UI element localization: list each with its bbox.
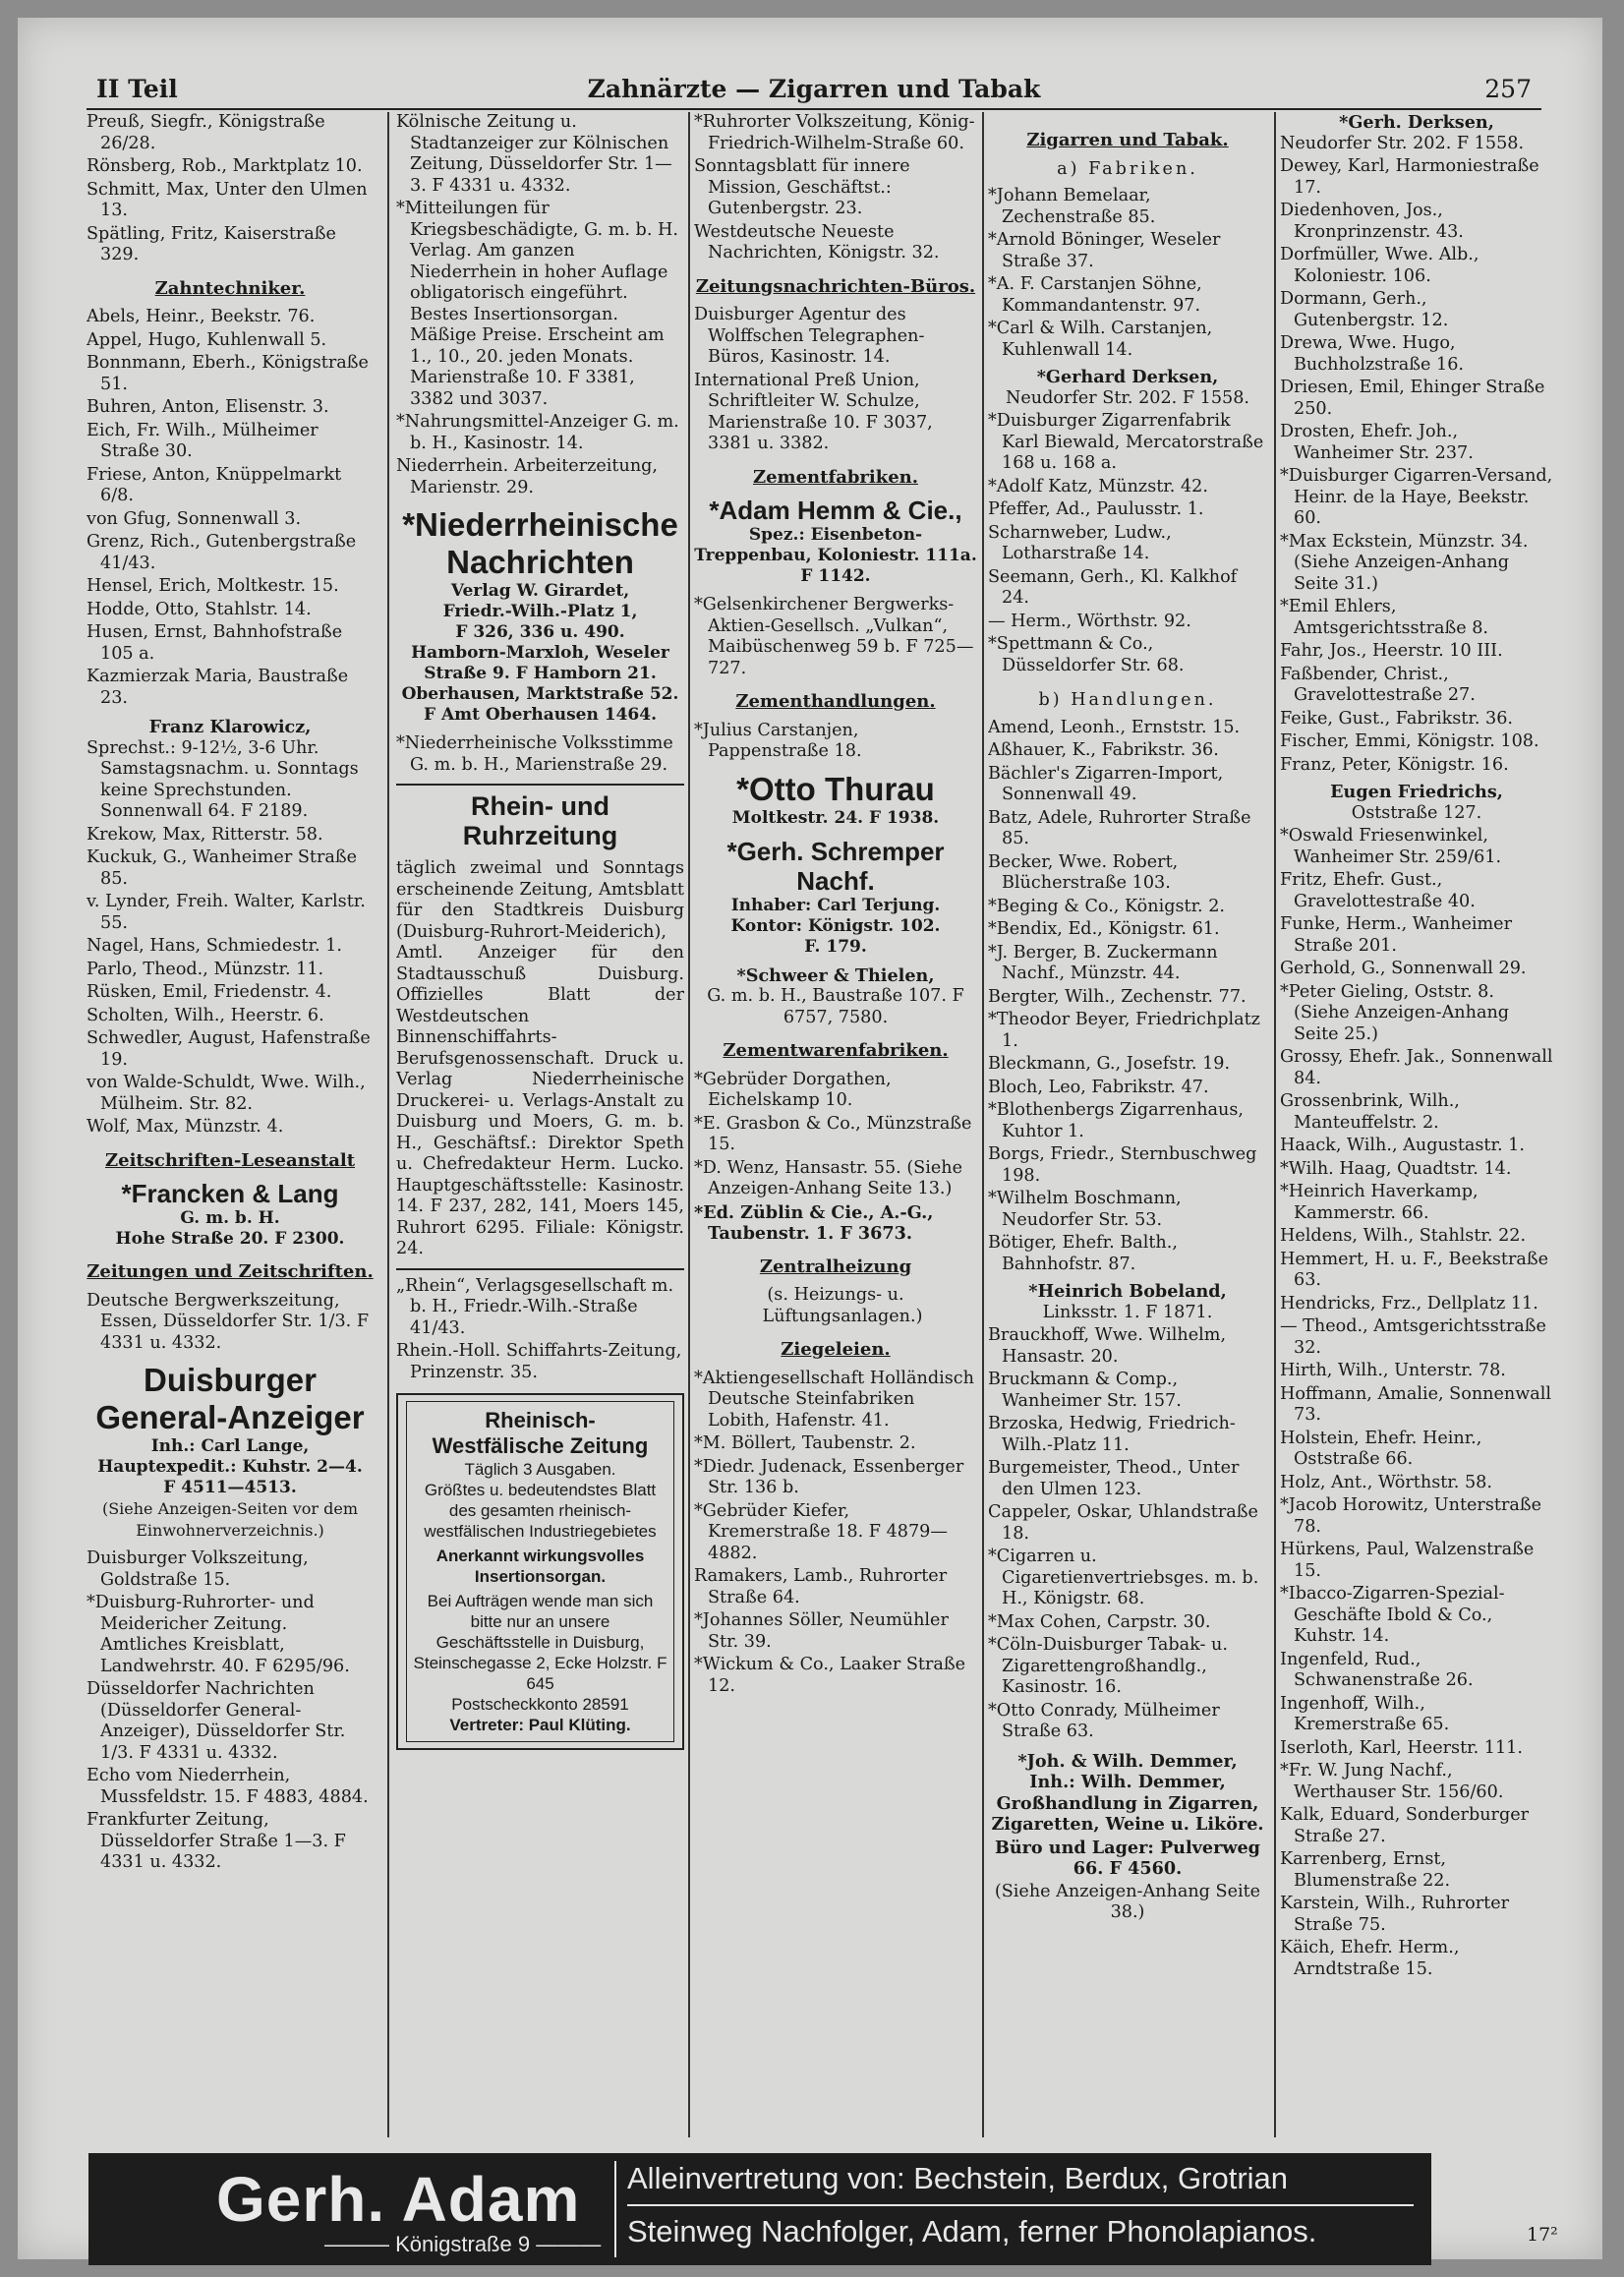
advert-line: Täglich 3 Ausgaben. — [464, 1460, 616, 1479]
directory-entry: Kuckuk, G., Wanheimer Straße 85. — [87, 847, 358, 889]
directory-entry: Buhren, Anton, Elisenstr. 3. — [87, 397, 329, 417]
directory-entry: Fischer, Emmi, Königstr. 108. — [1280, 731, 1539, 751]
directory-entry: *Ruhrorter Volkszeitung, König-Friedrich-Wilhelm-Straße 60. — [694, 112, 975, 153]
advert-line: Postscheckkonto 28591 — [451, 1695, 629, 1714]
advert-title: *Gerh. Schremper Nachf. — [726, 836, 945, 896]
advert-line: F 326, 336 u. 490. — [455, 622, 625, 642]
directory-entry: *Duisburger Cigarren-Versand, Heinr. de la Haye, Beekstr. 60. — [1280, 466, 1553, 528]
directory-entry: Grenz, Rich., Gutenbergstraße 41/43. — [87, 532, 357, 573]
directory-entry: Hendricks, Frz., Dellplatz 11. — [1280, 1293, 1538, 1314]
directory-entry: Scharnweber, Ludw., Lotharstraße 14. — [988, 522, 1172, 563]
entry-list — [694, 1070, 977, 1200]
directory-entry: Becker, Wwe. Robert, Blücherstraße 103. — [988, 851, 1179, 893]
advert-title: Rhein- und Ruhrzeitung — [462, 791, 618, 850]
advert-line: Inh.: Carl Lange, — [150, 1436, 310, 1456]
directory-entry: *Diedr. Judenack, Essenberger Str. 136 b. — [694, 1456, 964, 1497]
entry-list — [396, 1268, 684, 1384]
advert-line: Verlag W. Girardet, — [450, 581, 630, 601]
directory-entry: *Nahrungsmittel-Anzeiger G. m. b. H., Kasinostr. 14. — [396, 412, 679, 453]
directory-entry: Abels, Heinr., Beekstr. 76. — [87, 307, 316, 326]
advert-title: Westfälische Zeitung — [432, 1433, 649, 1458]
directory-entry: Kalk, Eduard, Sonderburger Straße 27. — [1280, 1805, 1530, 1846]
advert-rhein-ruhr — [396, 784, 684, 850]
column-4 — [988, 112, 1267, 2147]
advert-line: Bei Aufträgen wende man sich bitte nur an unsere Geschäftsstelle in Duisburg, Steinschegasse 2, Ecke Holzstr. F 645 — [413, 1592, 667, 1693]
directory-entry: Fahr, Jos., Heerstr. 10 III. — [1280, 641, 1503, 661]
directory-entry: *Spettmann & Co., Düsseldorfer Str. 68. — [988, 634, 1185, 675]
advert-line: (Siehe Anzeigen-Seiten vor dem Einwohnerverzeichnis.) — [101, 1499, 359, 1540]
directory-entry: Karrenberg, Ernst, Blumenstraße 22. — [1280, 1849, 1451, 1891]
advert-line: Hohe Straße 20. F 2300. — [115, 1229, 345, 1249]
newspaper-page — [18, 18, 1602, 2259]
directory-entry: Drewa, Wwe. Hugo, Buchholzstraße 16. — [1280, 333, 1464, 375]
directory-entry: *Carl & Wilh. Carstanjen, Kuhlenwall 14. — [988, 319, 1213, 360]
directory-entry: Hensel, Erich, Moltkestr. 15. — [87, 576, 339, 596]
directory-entry: Schwedler, August, Hafenstraße 19. — [87, 1028, 371, 1070]
directory-entry: Rüsken, Emil, Friedenstr. 4. — [87, 982, 332, 1002]
directory-entry: *Blothenbergs Zigarrenhaus, Kuhtor 1. — [988, 1100, 1244, 1141]
advert-title: *Otto Thurau — [736, 770, 935, 807]
directory-entry: Holstein, Ehefr. Heinr., Oststraße 66. — [1280, 1428, 1482, 1469]
directory-entry: Kölnische Zeitung u. Stadtanzeiger zur Kölnischen Zeitung, Düsseldorfer Str. 1—3. F 4331 u. 4332. — [396, 112, 672, 196]
directory-entry: Dorfmüller, Wwe. Alb., Koloniestr. 106. — [1280, 245, 1479, 286]
directory-entry: Seemann, Gerh., Kl. Kalkhof 24. — [988, 566, 1238, 608]
directory-entry: *J. Berger, B. Zuckermann Nachf., Münzstr. 44. — [988, 942, 1218, 983]
listing-text: Büro und Lager: Pulverweg 66. F 4560. — [995, 1837, 1260, 1879]
directory-entry: *Arnold Böninger, Weseler Straße 37. — [988, 230, 1221, 271]
directory-entry: Hürkens, Paul, Walzenstraße 15. — [1280, 1540, 1535, 1581]
advert-title: Duisburger — [143, 1362, 318, 1398]
banner-street: ——— Königstraße 9 ——— — [324, 2232, 602, 2256]
directory-entry: Preuß, Siegfr., Königstraße 26/28. — [87, 112, 325, 153]
directory-entry: *Peter Gieling, Oststr. 8. (Siehe Anzeigen-Anhang Seite 25.) — [1280, 981, 1510, 1044]
directory-entry: Bötiger, Ehefr. Balth., Bahnhofstr. 87. — [988, 1233, 1178, 1274]
directory-entry: Borgs, Friedr., Sternbuschweg 198. — [988, 1144, 1257, 1186]
directory-entry: *Gebrüder Dorgathen, Eichelskamp 10. — [694, 1069, 892, 1110]
directory-entry: v. Lynder, Freih. Walter, Karlstr. 55. — [87, 892, 366, 933]
directory-entry: Brzoska, Hedwig, Friedrich-Wilh.-Platz 11. — [988, 1414, 1236, 1455]
directory-entry: *Gelsenkirchener Bergwerks-Aktien-Gesellsch. „Vulkan“, Maibüschenweg 59 b. F 725—727. — [694, 595, 974, 678]
sheet-signature: 17² — [1527, 2224, 1558, 2246]
directory-entry: — Theod., Amtsgerichtsstraße 32. — [1280, 1316, 1546, 1358]
directory-entry: Spätling, Fritz, Kaiserstraße 329. — [87, 223, 336, 264]
directory-entry: Husen, Ernst, Bahnhofstraße 105 a. — [87, 622, 343, 664]
entry-list — [1280, 156, 1553, 776]
column-divider — [982, 112, 984, 2137]
directory-entry: *Bendix, Ed., Königstr. 61. — [988, 919, 1220, 939]
advert-francken — [87, 1179, 374, 1250]
advert-schremper — [694, 837, 977, 958]
directory-entry: von Walde-Schuldt, Wwe. Wilh., Mülheim. Str. 82. — [87, 1073, 366, 1114]
directory-entry: *Julius Carstanjen, Pappenstraße 18. — [694, 720, 862, 761]
section-heading: Zementwarenfabriken. — [723, 1040, 949, 1061]
listing-text: G. m. b. H., Baustraße 107. F 6757, 7580. — [707, 986, 964, 1027]
directory-entry: Bleckmann, G., Josefstr. 19. — [988, 1054, 1231, 1074]
directory-entry: Frankfurter Zeitung, Düsseldorfer Straße 1—3. F 4331 u. 4332. — [87, 1810, 346, 1872]
advert-line: Vertreter: Paul Klüting. — [449, 1716, 631, 1734]
directory-entry: Echo vom Niederrhein, Mussfeldstr. 15. F 4883, 4884. — [87, 1766, 369, 1807]
directory-entry: Appel, Hugo, Kuhlenwall 5. — [87, 329, 327, 350]
directory-entry: Haack, Wilh., Augustastr. 1. — [1280, 1136, 1525, 1155]
header-title: Zahnärzte — Zigarren und Tabak — [587, 75, 1041, 103]
directory-entry: Batz, Adele, Ruhrorter Straße 85. — [988, 807, 1251, 848]
directory-entry: *Cöln-Duisburger Tabak- u. Zigarettengroßhandlg., Kasinostr. 16. — [988, 1635, 1228, 1697]
entry-list — [396, 733, 684, 776]
entry-list — [694, 1369, 977, 1698]
directory-entry: *Theodor Beyer, Friedrichplatz 1. — [988, 1010, 1260, 1051]
subsection-heading: a) Fabriken. — [1057, 158, 1198, 179]
directory-entry: *Wickum & Co., Laaker Straße 12. — [694, 1655, 966, 1696]
directory-entry: Parlo, Theod., Münzstr. 11. — [87, 959, 324, 979]
directory-entry: Driesen, Emil, Ehinger Straße 250. — [1280, 378, 1545, 419]
section-heading: Ziegeleien. — [781, 1339, 891, 1360]
directory-entry: Ingenhoff, Wilh., Kremerstraße 65. — [1280, 1693, 1450, 1734]
listing-text: (Siehe Anzeigen-Anhang Seite 38.) — [994, 1881, 1261, 1922]
entry-list — [694, 721, 977, 763]
listing-name: Franz Klarowicz, — [148, 717, 312, 737]
directory-entry: — Herm., Wörthstr. 92. — [988, 611, 1191, 631]
directory-entry: *Wilhelm Boschmann, Neudorfer Str. 53. — [988, 1189, 1182, 1230]
directory-entry: Brauckhoff, Wwe. Wilhelm, Hansastr. 20. — [988, 1325, 1227, 1367]
advert-line: Anerkannt wirkungsvolles Insertionsorgan. — [435, 1547, 645, 1586]
advert-hemm — [694, 496, 977, 587]
advert-title: General-Anzeiger — [95, 1399, 365, 1435]
directory-entry: Franz, Peter, Königstr. 16. — [1280, 754, 1509, 775]
advert-line: Spez.: Eisenbeton-Treppenbau, Koloniestr. 111a. F 1142. — [694, 525, 977, 586]
subsection-heading: b) Handlungen. — [1038, 690, 1217, 710]
directory-entry: Amend, Leonh., Ernststr. 15. — [988, 717, 1241, 737]
directory-entry: Westdeutsche Neueste Nachrichten, Königstr. 32. — [694, 221, 940, 263]
directory-entry: Rhein.-Holl. Schiffahrts-Zeitung, Prinzenstr. 35. — [396, 1341, 682, 1382]
directory-entry: *Niederrheinische Volksstimme G. m. b. H., Marienstraße 29. — [396, 733, 673, 775]
column-1 — [87, 112, 374, 2147]
banner-line: Steinweg Nachfolger, Adam, ferner Phonolapianos. — [627, 2214, 1317, 2248]
directory-entry: Gerhold, G., Sonnenwall 29. — [1280, 959, 1527, 978]
directory-entry: *Duisburg-Ruhrorter- und Meidericher Zeitung. Amtliches Kreisblatt, Landwehrstr. 40. F 6295/96. — [87, 1593, 350, 1676]
directory-entry: *Mitteilungen für Kriegsbeschädigte, G. m. b. H. Verlag. Am ganzen Niederrhein in hoher Auflage obligatorisch eingeführt. Bestes Insertionsorgan. Mäßige Preise. Erscheint am 1., 10., 20. jeden Monats. Marienstraße 10. F 3381, 3382 und 3037. — [396, 199, 678, 409]
advert-line: Hamborn-Marxloh, Weseler Straße 9. F Hamborn 21. — [411, 643, 669, 683]
listing-text: (s. Heizungs- u. Lüftungsanlagen.) — [762, 1285, 923, 1326]
directory-entry: *Cigarren u. Cigaretienvertriebsges. m. b. H., Königstr. 68. — [988, 1547, 1259, 1608]
advert-rheinisch-westfaelische — [396, 1393, 684, 1750]
directory-entry: *Ibacco-Zigarren-Spezial-Geschäfte Ibold & Co., Kuhstr. 14. — [1280, 1584, 1505, 1646]
listing-text: Oststraße 127. — [1351, 802, 1482, 823]
directory-entry: Funke, Herm., Wanheimer Straße 201. — [1280, 914, 1513, 956]
listing-name: Eugen Friedrichs, — [1330, 782, 1503, 802]
directory-entry: Cappeler, Oskar, Uhlandstraße 18. — [988, 1502, 1258, 1544]
directory-entry: Iserloth, Karl, Heerstr. 111. — [1280, 1737, 1523, 1758]
entry-list — [694, 305, 977, 455]
directory-entry: *Emil Ehlers, Amtsgerichtsstraße 8. — [1280, 597, 1489, 638]
directory-entry: Schmitt, Max, Unter den Ulmen 13. — [87, 179, 368, 220]
directory-entry: Pfeffer, Ad., Paulusstr. 1. — [988, 499, 1204, 519]
directory-entry: *Max Cohen, Carpstr. 30. — [988, 1611, 1211, 1632]
section-heading: Zementhandlungen. — [735, 691, 936, 712]
advert-title: Rheinisch- — [485, 1408, 596, 1432]
directory-entry: Sonntagsblatt für innere Mission, Geschäftst.: Gutenbergstr. 23. — [694, 156, 910, 218]
directory-entry: Holz, Ant., Wörthstr. 58. — [1280, 1472, 1492, 1492]
directory-entry: *Otto Conrady, Mülheimer Straße 63. — [988, 1700, 1220, 1741]
directory-entry: Deutsche Bergwerkszeitung, Essen, Düsseldorfer Str. 1/3. F 4331 u. 4332. — [87, 1290, 370, 1353]
entry-list — [988, 1325, 1267, 1743]
directory-entry: Ramakers, Lamb., Ruhrorter Straße 64. — [694, 1566, 948, 1607]
directory-entry: Bruckmann & Comp., Wanheimer Str. 157. — [988, 1370, 1182, 1411]
advert-line: Größtes u. bedeutendstes Blatt des gesamten rheinisch-westfälischen Industriegebietes — [424, 1481, 657, 1541]
entry-list — [988, 186, 1267, 361]
column-2 — [396, 112, 684, 2147]
page-header — [87, 67, 1541, 110]
banner-divider — [627, 2204, 1414, 2206]
advert-line: Moltkestr. 24. F 1938. — [731, 807, 940, 828]
column-divider — [688, 112, 690, 2137]
directory-entry: Krekow, Max, Ritterstr. 58. — [87, 824, 323, 845]
advert-line: G. m. b. H. — [180, 1208, 280, 1228]
directory-entry: *Fr. W. Jung Nachf., Werthauser Str. 156/60. — [1280, 1761, 1504, 1802]
directory-entry: von Gfug, Sonnenwall 3. — [87, 508, 302, 529]
directory-entry: Burgemeister, Theod., Unter den Ulmen 123. — [988, 1458, 1240, 1499]
advert-banner-adam — [88, 2153, 1431, 2265]
advert-title: Nachrichten — [446, 544, 634, 580]
section-heading: Zentralheizung — [759, 1255, 912, 1277]
directory-entry: Aßhauer, K., Fabrikstr. 36. — [988, 740, 1219, 760]
directory-entry: Käich, Ehefr. Herm., Arndtstraße 15. — [1280, 1938, 1460, 1979]
advert-line: Inhaber: Carl Terjung. — [730, 895, 941, 915]
advert-title: *Adam Hemm & Cie., — [709, 496, 962, 525]
advert-line: Hauptexpedit.: Kuhstr. 2—4. — [97, 1457, 363, 1477]
advert-line: Kontor: Königstr. 102. — [730, 915, 941, 936]
directory-entry: Ingenfeld, Rud., Schwanenstraße 26. — [1280, 1649, 1474, 1690]
directory-entry: International Preß Union, Schriftleiter W. Schulze, Marienstraße 10. F 3037, 3381 u. 3382. — [694, 370, 933, 453]
listing-name: *Joh. & Wilh. Demmer, — [1017, 1750, 1238, 1772]
directory-entry: *Max Eckstein, Münzstr. 34. (Siehe Anzeigen-Anhang Seite 31.) — [1280, 531, 1529, 594]
directory-entry: *Duisburger Zigarrenfabrik Karl Biewald, Mercatorstraße 168 u. 168 a. — [988, 411, 1264, 473]
directory-entry: Grossy, Ehefr. Jak., Sonnenwall 84. — [1280, 1047, 1553, 1088]
column-divider — [387, 112, 389, 2137]
directory-entry: *Johannes Söller, Neumühler Str. 39. — [694, 1610, 949, 1652]
directory-entry: Dewey, Karl, Harmoniestraße 17. — [1280, 156, 1539, 198]
advert-line: Oberhausen, Marktstraße 52. F Amt Oberhausen 1464. — [401, 684, 679, 725]
directory-entry: Heldens, Wilh., Stahlstr. 22. — [1280, 1226, 1527, 1246]
column-3 — [694, 112, 977, 2147]
advert-line: Friedr.-Wilh.-Platz 1, — [442, 602, 638, 621]
entry-list — [87, 307, 374, 709]
entry-list — [87, 825, 374, 1138]
directory-entry: Drosten, Ehefr. Joh., Wanheimer Str. 237. — [1280, 422, 1474, 463]
directory-entry: Wolf, Max, Münzstr. 4. — [87, 1117, 284, 1137]
directory-entry: *Aktiengesellschaft Holländisch Deutsche Steinfabriken Lobith, Hafenstr. 41. — [694, 1368, 974, 1430]
listing-text: Neudorfer Str. 202. F 1558. — [1280, 133, 1525, 153]
directory-entry: Feike, Gust., Fabrikstr. 36. — [1280, 708, 1514, 729]
section-heading: Zeitungsnachrichten-Büros. — [695, 275, 976, 297]
entry-list — [396, 112, 684, 498]
banner-company-name: Gerh. Adam — [216, 2164, 581, 2235]
section-heading: Zahntechniker. — [154, 277, 306, 299]
directory-entry: *Adolf Katz, Münzstr. 42. — [988, 476, 1208, 496]
advert-niederrheinische — [396, 506, 684, 726]
listing-text: Sprechst.: 9-12½, 3-6 Uhr. Samstagsnachm. u. Sonntags keine Sprechstunden. Sonnenwall 64. F 2189. — [87, 737, 359, 821]
listing-name: *Schweer & Thielen, — [736, 964, 935, 986]
directory-entry: *Gebrüder Kiefer, Kremerstraße 18. F 4879—4882. — [694, 1500, 948, 1563]
listing-name: *Gerh. Derksen, — [1339, 112, 1494, 133]
listing-text: Neudorfer Str. 202. F 1558. — [1005, 387, 1250, 408]
directory-entry: Duisburger Volkszeitung, Goldstraße 15. — [87, 1548, 309, 1590]
directory-entry: *Heinrich Haverkamp, Kammerstr. 66. — [1280, 1182, 1479, 1223]
directory-entry: Bergter, Wilh., Zechenstr. 77. — [988, 986, 1247, 1007]
directory-entry: Duisburger Agentur des Wolffschen Telegraphen-Büros, Kasinostr. 14. — [694, 305, 925, 367]
section-heading: Zementfabriken. — [752, 466, 919, 488]
directory-entry: Diedenhoven, Jos., Kronprinzenstr. 43. — [1280, 201, 1464, 242]
column-divider — [1274, 112, 1276, 2137]
directory-entry: Hoffmann, Amalie, Sonnenwall 73. — [1280, 1383, 1552, 1425]
entry-list — [988, 718, 1267, 1276]
directory-entry: Nagel, Hans, Schmiedestr. 1. — [87, 936, 342, 956]
listing-text: Linksstr. 1. F 1871. — [1042, 1302, 1213, 1322]
directory-entry: *Wilh. Haag, Quadtstr. 14. — [1280, 1158, 1512, 1179]
banner-divider — [614, 2161, 616, 2257]
advert-line: F 4511—4513. — [163, 1478, 297, 1497]
column-5 — [1280, 112, 1553, 2147]
entry-list — [87, 1291, 374, 1355]
entry-list — [988, 411, 1267, 676]
entry-list — [1280, 826, 1553, 1980]
directory-entry: Bonnmann, Eberh., Königstraße 51. — [87, 353, 369, 394]
directory-entry: *M. Böllert, Taubenstr. 2. — [694, 1433, 916, 1453]
directory-entry: Karstein, Wilh., Ruhrorter Straße 75. — [1280, 1894, 1510, 1935]
directory-entry: Hirth, Wilh., Unterstr. 78. — [1280, 1361, 1506, 1380]
directory-entry: *D. Wenz, Hansastr. 55. (Siehe Anzeigen-Anhang Seite 13.) — [694, 1157, 963, 1198]
directory-entry: Bloch, Leo, Fabrikstr. 47. — [988, 1077, 1209, 1097]
advert-text: täglich zweimal und Sonntags erscheinende Zeitung, Amtsblatt für den Stadtkreis Duisburg (Duisburg-Ruhrort-Meiderich), Amtl. Anzeiger für den Stadtausschuß Duisburg. Offizielles Blatt der Westdeutschen Binnenschiffahrts-Berufsgenossenschaft. Druck u. Verlag Niederrheinische Druckerei- u. Verlags-Anstalt zu Duisburg und Moers, G. m. b. H., Geschäftsf.: Direktor Speth u. Chefredakteur Herm. Lucko. Hauptgeschäftsstelle: Kasinostr. 14. F 237, 282, 141, Moers 145, Ruhrort 6295. Filiale: Königstr. 24. — [396, 858, 684, 1258]
directory-entry: *Beging & Co., Königstr. 2. — [988, 896, 1226, 916]
advert-line: F. 179. — [804, 936, 867, 957]
entry-list — [87, 1548, 374, 1874]
directory-entry: Grossenbrink, Wilh., Manteuffelstr. 2. — [1280, 1091, 1460, 1133]
advert-thurau — [694, 771, 977, 829]
directory-entry: Fritz, Ehefr. Gust., Gravelottestraße 40. — [1280, 870, 1476, 911]
directory-entry: *Oswald Friesenwinkel, Wanheimer Str. 259/61. — [1280, 826, 1502, 867]
directory-entry: Düsseldorfer Nachrichten (Düsseldorfer General-Anzeiger), Düsseldorfer Str. 1/3. F 4331 u. 4332. — [87, 1679, 346, 1763]
directory-entry: *A. F. Carstanjen Söhne, Kommandantenstr. 97. — [988, 274, 1202, 316]
listing-name: *Heinrich Bobeland, — [1028, 1281, 1227, 1302]
directory-entry: Hodde, Otto, Stahlstr. 14. — [87, 599, 312, 619]
section-heading: Zeitungen und Zeitschriften. — [87, 1261, 374, 1282]
advert-general-anzeiger — [87, 1362, 374, 1541]
advert-title: *Niederrheinische — [402, 506, 678, 543]
directory-entry: Niederrhein. Arbeiterzeitung, Marienstr. 29. — [396, 456, 659, 497]
section-heading: Zeitschriften-Leseanstalt — [104, 1149, 356, 1171]
directory-entry: Kazmierzak Maria, Baustraße 23. — [87, 667, 349, 708]
listing-text: Inh.: Wilh. Demmer, Großhandlung in Zigarren, Zigaretten, Weine u. Liköre. — [991, 1772, 1264, 1835]
listing-text: *Ed. Züblin & Cie., A.-G., Taubenstr. 1. F 3673. — [694, 1201, 934, 1244]
directory-entry: *Jacob Horowitz, Unterstraße 78. — [1280, 1495, 1542, 1537]
directory-entry: *E. Grasbon & Co., Münzstraße 15. — [694, 1113, 972, 1154]
entry-list — [87, 112, 374, 266]
listing-name: *Gerhard Derksen, — [1036, 367, 1219, 387]
banner-line: Alleinvertretung von: Bechstein, Berdux, Grotrian — [627, 2161, 1289, 2195]
section-heading: Zigarren und Tabak. — [1026, 130, 1229, 150]
page-number: 257 — [1484, 75, 1532, 103]
directory-entry: Eich, Fr. Wilh., Mülheimer Straße 30. — [87, 420, 319, 461]
entry-list — [694, 595, 977, 679]
directory-entry: Faßbender, Christ., Gravelottestraße 27. — [1280, 664, 1476, 705]
header-part: II Teil — [96, 75, 178, 103]
directory-entry: *Johann Bemelaar, Zechenstraße 85. — [988, 186, 1156, 227]
directory-entry: Dormann, Gerh., Gutenbergstr. 12. — [1280, 289, 1449, 330]
entry-list — [694, 112, 977, 264]
directory-entry: Rönsberg, Rob., Marktplatz 10. — [87, 156, 363, 176]
directory-entry: Bächler's Zigarren-Import, Sonnenwall 49. — [988, 763, 1224, 804]
directory-entry: Scholten, Wilh., Heerstr. 6. — [87, 1005, 324, 1025]
directory-entry: Friese, Anton, Knüppelmarkt 6/8. — [87, 464, 342, 505]
advert-title: *Francken & Lang — [121, 1179, 339, 1208]
directory-entry: „Rhein“, Verlagsgesellschaft m. b. H., Friedr.-Wilh.-Straße 41/43. — [396, 1275, 674, 1338]
directory-entry: Hemmert, H. u. F., Beekstraße 63. — [1280, 1249, 1549, 1290]
